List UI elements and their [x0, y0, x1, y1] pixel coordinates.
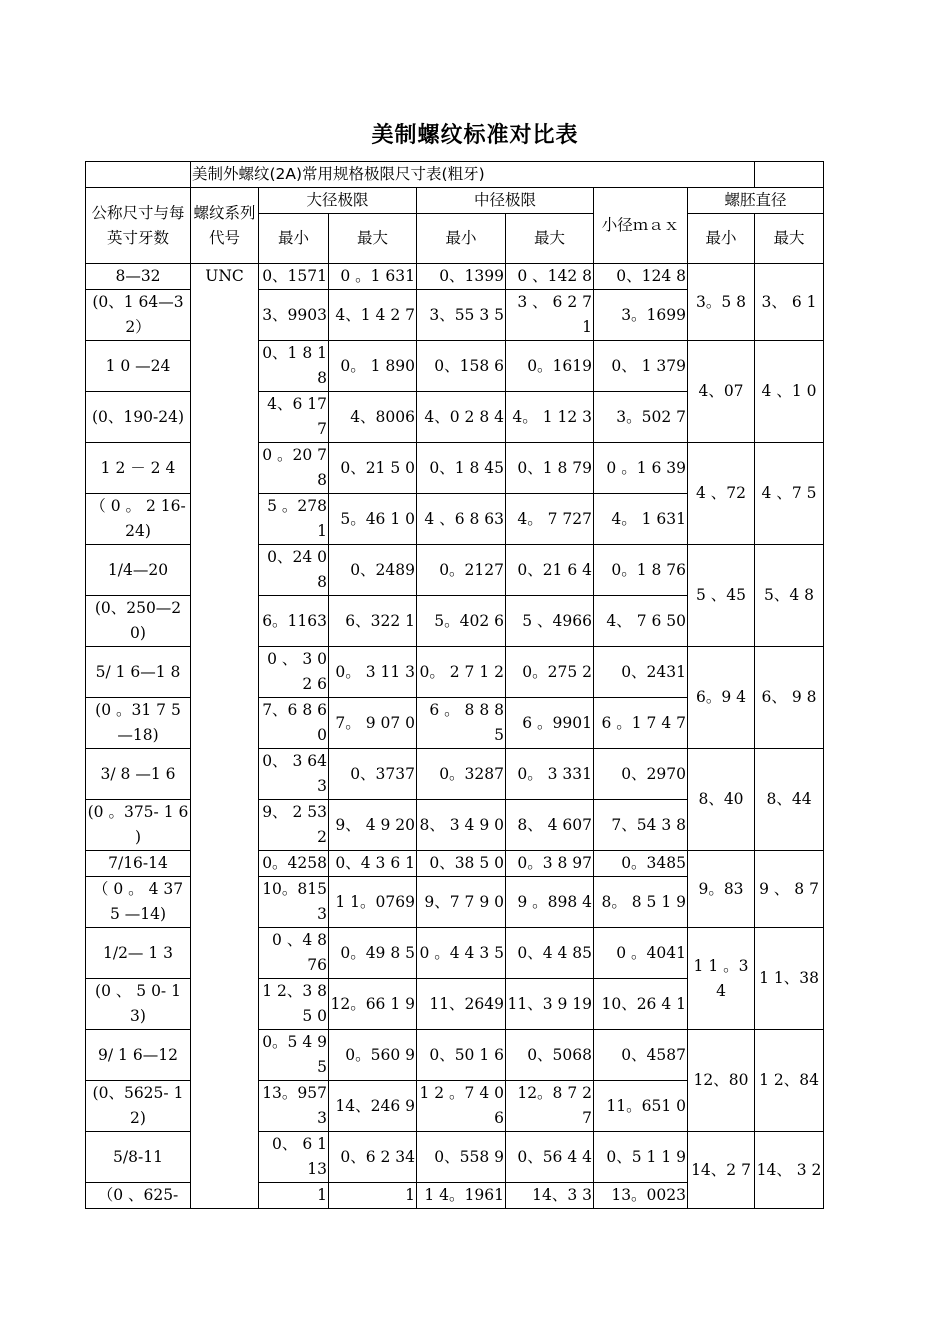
header-pitch-min: 最小: [417, 214, 506, 264]
pitch-min-cell: 6 。 8 8 8 5: [417, 698, 506, 749]
major-min-cell: 0。5 4 95: [259, 1030, 329, 1081]
blank-max-cell: 1 2、84: [755, 1030, 824, 1132]
pitch-min-cell: 0。 2 7 1 2: [417, 647, 506, 698]
pitch-max-cell: 0、21 6 4: [506, 545, 594, 596]
pitch-min-cell: 0、38 5 0: [417, 851, 506, 877]
pitch-max-cell: 12。8 7 2 7: [506, 1081, 594, 1132]
pitch-max-cell: 0。 3 331: [506, 749, 594, 800]
pitch-min-cell: 4、0 2 8 4: [417, 392, 506, 443]
nominal-size-cell: 7/16-14: [86, 851, 191, 877]
major-max-cell: 1: [329, 1183, 417, 1209]
major-max-cell: 4、8006: [329, 392, 417, 443]
minor-max-cell: 0 。4041: [594, 928, 688, 979]
pitch-max-cell: 6 。9901: [506, 698, 594, 749]
pitch-max-cell: 0、5068: [506, 1030, 594, 1081]
major-min-cell: 0 。20 7 8: [259, 443, 329, 494]
minor-max-cell: 0、 1 379: [594, 341, 688, 392]
minor-max-cell: 11。651 0: [594, 1081, 688, 1132]
header-series: 螺纹系列代号: [191, 188, 259, 264]
blank-min-cell: 12、80: [688, 1030, 755, 1132]
pitch-min-cell: 5。402 6: [417, 596, 506, 647]
minor-max-cell: 7、54 3 8: [594, 800, 688, 851]
minor-max-cell: 3。1699: [594, 290, 688, 341]
pitch-min-cell: 0、1399: [417, 264, 506, 290]
minor-max-cell: 0。3485: [594, 851, 688, 877]
nominal-size-cell: (0、250—20): [86, 596, 191, 647]
blank-max-cell: 4 、7 5: [755, 443, 824, 545]
major-min-cell: 0、 3 643: [259, 749, 329, 800]
major-max-cell: 4、1 4 2 7: [329, 290, 417, 341]
major-max-cell: 7。 9 07 0: [329, 698, 417, 749]
pitch-max-cell: 14、3 3: [506, 1183, 594, 1209]
header-major-min: 最小: [259, 214, 329, 264]
nominal-size-cell: （ 0 。 2 16-24): [86, 494, 191, 545]
blank-min-cell: 4 、72: [688, 443, 755, 545]
nominal-size-cell: 8—32: [86, 264, 191, 290]
pitch-max-cell: 0、4 4 85: [506, 928, 594, 979]
nominal-size-cell: (0 、 5 0- 1 3): [86, 979, 191, 1030]
pitch-min-cell: 8、 3 4 9 0: [417, 800, 506, 851]
blank-min-cell: 3。5 8: [688, 264, 755, 341]
header-minor: 小径ｍａｘ: [594, 188, 688, 264]
pitch-min-cell: 1 2 。7 4 06: [417, 1081, 506, 1132]
pitch-min-cell: 4 、6 8 63: [417, 494, 506, 545]
pitch-max-cell: 0、1 8 79: [506, 443, 594, 494]
minor-max-cell: 0、2431: [594, 647, 688, 698]
pitch-min-cell: 1 4。1961: [417, 1183, 506, 1209]
minor-max-cell: 4。 1 631: [594, 494, 688, 545]
major-min-cell: 9、 2 532: [259, 800, 329, 851]
nominal-size-cell: 9/ 1 6—12: [86, 1030, 191, 1081]
major-min-cell: 0、1 8 1 8: [259, 341, 329, 392]
major-min-cell: 0 、4 8 76: [259, 928, 329, 979]
major-max-cell: 12。66 1 9: [329, 979, 417, 1030]
minor-max-cell: 4、 7 6 50: [594, 596, 688, 647]
minor-max-cell: 0、124 8: [594, 264, 688, 290]
major-max-cell: 0。 3 11 3: [329, 647, 417, 698]
major-min-cell: 1: [259, 1183, 329, 1209]
pitch-max-cell: 0 、142 8: [506, 264, 594, 290]
pitch-max-cell: 11、3 9 19: [506, 979, 594, 1030]
nominal-size-cell: 3/ 8 —1 6: [86, 749, 191, 800]
header-major-max: 最大: [329, 214, 417, 264]
pitch-min-cell: 9、7 7 9 0: [417, 877, 506, 928]
pitch-min-cell: 0、158 6: [417, 341, 506, 392]
major-max-cell: 0、6 2 34: [329, 1132, 417, 1183]
major-min-cell: 10。815 3: [259, 877, 329, 928]
major-min-cell: 1 2、3 85 0: [259, 979, 329, 1030]
minor-max-cell: 0。1 8 76: [594, 545, 688, 596]
major-max-cell: 0 。1 631: [329, 264, 417, 290]
pitch-min-cell: 0。3287: [417, 749, 506, 800]
major-max-cell: 5。46 1 0: [329, 494, 417, 545]
header-major: 大径极限: [259, 188, 417, 214]
thread-spec-table: [85, 161, 824, 1209]
header-pitch-max: 最大: [506, 214, 594, 264]
blank-min-cell: 4、07: [688, 341, 755, 443]
major-max-cell: 1 1。0769: [329, 877, 417, 928]
minor-max-cell: 0、5 1 1 9: [594, 1132, 688, 1183]
blank-min-cell: 1 1 。34: [688, 928, 755, 1030]
blank-min-cell: 9。83: [688, 851, 755, 928]
pitch-min-cell: 11、2649: [417, 979, 506, 1030]
major-min-cell: 0。4258: [259, 851, 329, 877]
pitch-min-cell: 0、558 9: [417, 1132, 506, 1183]
nominal-size-cell: 1 0 —24: [86, 341, 191, 392]
major-max-cell: 0。 1 890: [329, 341, 417, 392]
nominal-size-cell: 1 2 － 2 4: [86, 443, 191, 494]
blank-max-cell: 5、4 8: [755, 545, 824, 647]
pitch-min-cell: 0。2127: [417, 545, 506, 596]
blank-max-cell: 6、 9 8: [755, 647, 824, 749]
pitch-max-cell: 0。275 2: [506, 647, 594, 698]
major-max-cell: 0、3737: [329, 749, 417, 800]
major-min-cell: 4、6 177: [259, 392, 329, 443]
blank-max-cell: 4 、1 0: [755, 341, 824, 443]
minor-max-cell: 0、4587: [594, 1030, 688, 1081]
blank-min-cell: 6。9 4: [688, 647, 755, 749]
pitch-max-cell: 8、 4 607: [506, 800, 594, 851]
major-max-cell: 0。49 8 5: [329, 928, 417, 979]
blank-max-cell: 14、 3 2: [755, 1132, 824, 1209]
blank-max-cell: 3、 6 1: [755, 264, 824, 341]
major-min-cell: 0 、 3 02 6: [259, 647, 329, 698]
major-max-cell: 9、 4 9 20: [329, 800, 417, 851]
major-min-cell: 5 。278 1: [259, 494, 329, 545]
major-max-cell: 0、4 3 6 1: [329, 851, 417, 877]
pitch-max-cell: 5 、4966: [506, 596, 594, 647]
nominal-size-cell: (0 。31 7 5 —18): [86, 698, 191, 749]
nominal-size-cell: 1/4—20: [86, 545, 191, 596]
header-blank-max: 最大: [755, 214, 824, 264]
pitch-max-cell: 9 。898 4: [506, 877, 594, 928]
minor-max-cell: 10、26 4 1: [594, 979, 688, 1030]
major-min-cell: 0、24 0 8: [259, 545, 329, 596]
minor-max-cell: 13。0023: [594, 1183, 688, 1209]
minor-max-cell: 3。502 7: [594, 392, 688, 443]
series-code-cell: UNC: [191, 264, 259, 1209]
minor-max-cell: 0、2970: [594, 749, 688, 800]
pitch-max-cell: 3 、 6 2 7 1: [506, 290, 594, 341]
pitch-min-cell: 0、1 8 45: [417, 443, 506, 494]
major-max-cell: 0、2489: [329, 545, 417, 596]
pitch-min-cell: 0、50 1 6: [417, 1030, 506, 1081]
major-min-cell: 0、 6 1 13: [259, 1132, 329, 1183]
pitch-max-cell: 0。3 8 97: [506, 851, 594, 877]
nominal-size-cell: 5/ 1 6—1 8: [86, 647, 191, 698]
caption-end-cell: [755, 162, 824, 188]
blank-max-cell: 8、44: [755, 749, 824, 851]
header-pitch: 中径极限: [417, 188, 594, 214]
pitch-min-cell: 3、55 3 5: [417, 290, 506, 341]
header-blank: 螺胚直径: [688, 188, 824, 214]
table-caption: 美制外螺纹(2A)常用规格极限尺寸表(粗牙): [191, 162, 755, 188]
pitch-min-cell: 0 。4 4 3 5: [417, 928, 506, 979]
pitch-max-cell: 0、56 4 4: [506, 1132, 594, 1183]
minor-max-cell: 6 。1 7 4 7: [594, 698, 688, 749]
corner-cell: [86, 162, 191, 188]
major-min-cell: 3、9903: [259, 290, 329, 341]
nominal-size-cell: 1/2— 1 3: [86, 928, 191, 979]
blank-min-cell: 5 、45: [688, 545, 755, 647]
blank-min-cell: 14、2 7: [688, 1132, 755, 1209]
nominal-size-cell: (0、1 64—3 2）: [86, 290, 191, 341]
major-max-cell: 6、322 1: [329, 596, 417, 647]
pitch-max-cell: 4。 7 727: [506, 494, 594, 545]
blank-max-cell: 1 1、38: [755, 928, 824, 1030]
major-max-cell: 0、21 5 0: [329, 443, 417, 494]
major-min-cell: 6。1163: [259, 596, 329, 647]
pitch-max-cell: 0。1619: [506, 341, 594, 392]
nominal-size-cell: (0、5625- 1 2): [86, 1081, 191, 1132]
table-row: [86, 264, 824, 290]
header-blank-min: 最小: [688, 214, 755, 264]
major-max-cell: 14、246 9: [329, 1081, 417, 1132]
blank-max-cell: 9 、 8 7: [755, 851, 824, 928]
major-min-cell: 7、6 8 60: [259, 698, 329, 749]
minor-max-cell: 0 。1 6 39: [594, 443, 688, 494]
nominal-size-cell: (0、190-24): [86, 392, 191, 443]
major-max-cell: 0。560 9: [329, 1030, 417, 1081]
nominal-size-cell: （ 0 。 4 37 5 —14): [86, 877, 191, 928]
nominal-size-cell: （0 、625-: [86, 1183, 191, 1209]
nominal-size-cell: 5/8-11: [86, 1132, 191, 1183]
page-title: 美制螺纹标准对比表: [371, 123, 579, 148]
major-min-cell: 0、1571: [259, 264, 329, 290]
header-nominal: 公称尺寸与每英寸牙数: [86, 188, 191, 264]
minor-max-cell: 8。 8 5 1 9: [594, 877, 688, 928]
nominal-size-cell: (0 。375- 1 6 ): [86, 800, 191, 851]
major-min-cell: 13。957 3: [259, 1081, 329, 1132]
pitch-max-cell: 4。 1 12 3: [506, 392, 594, 443]
blank-min-cell: 8、40: [688, 749, 755, 851]
